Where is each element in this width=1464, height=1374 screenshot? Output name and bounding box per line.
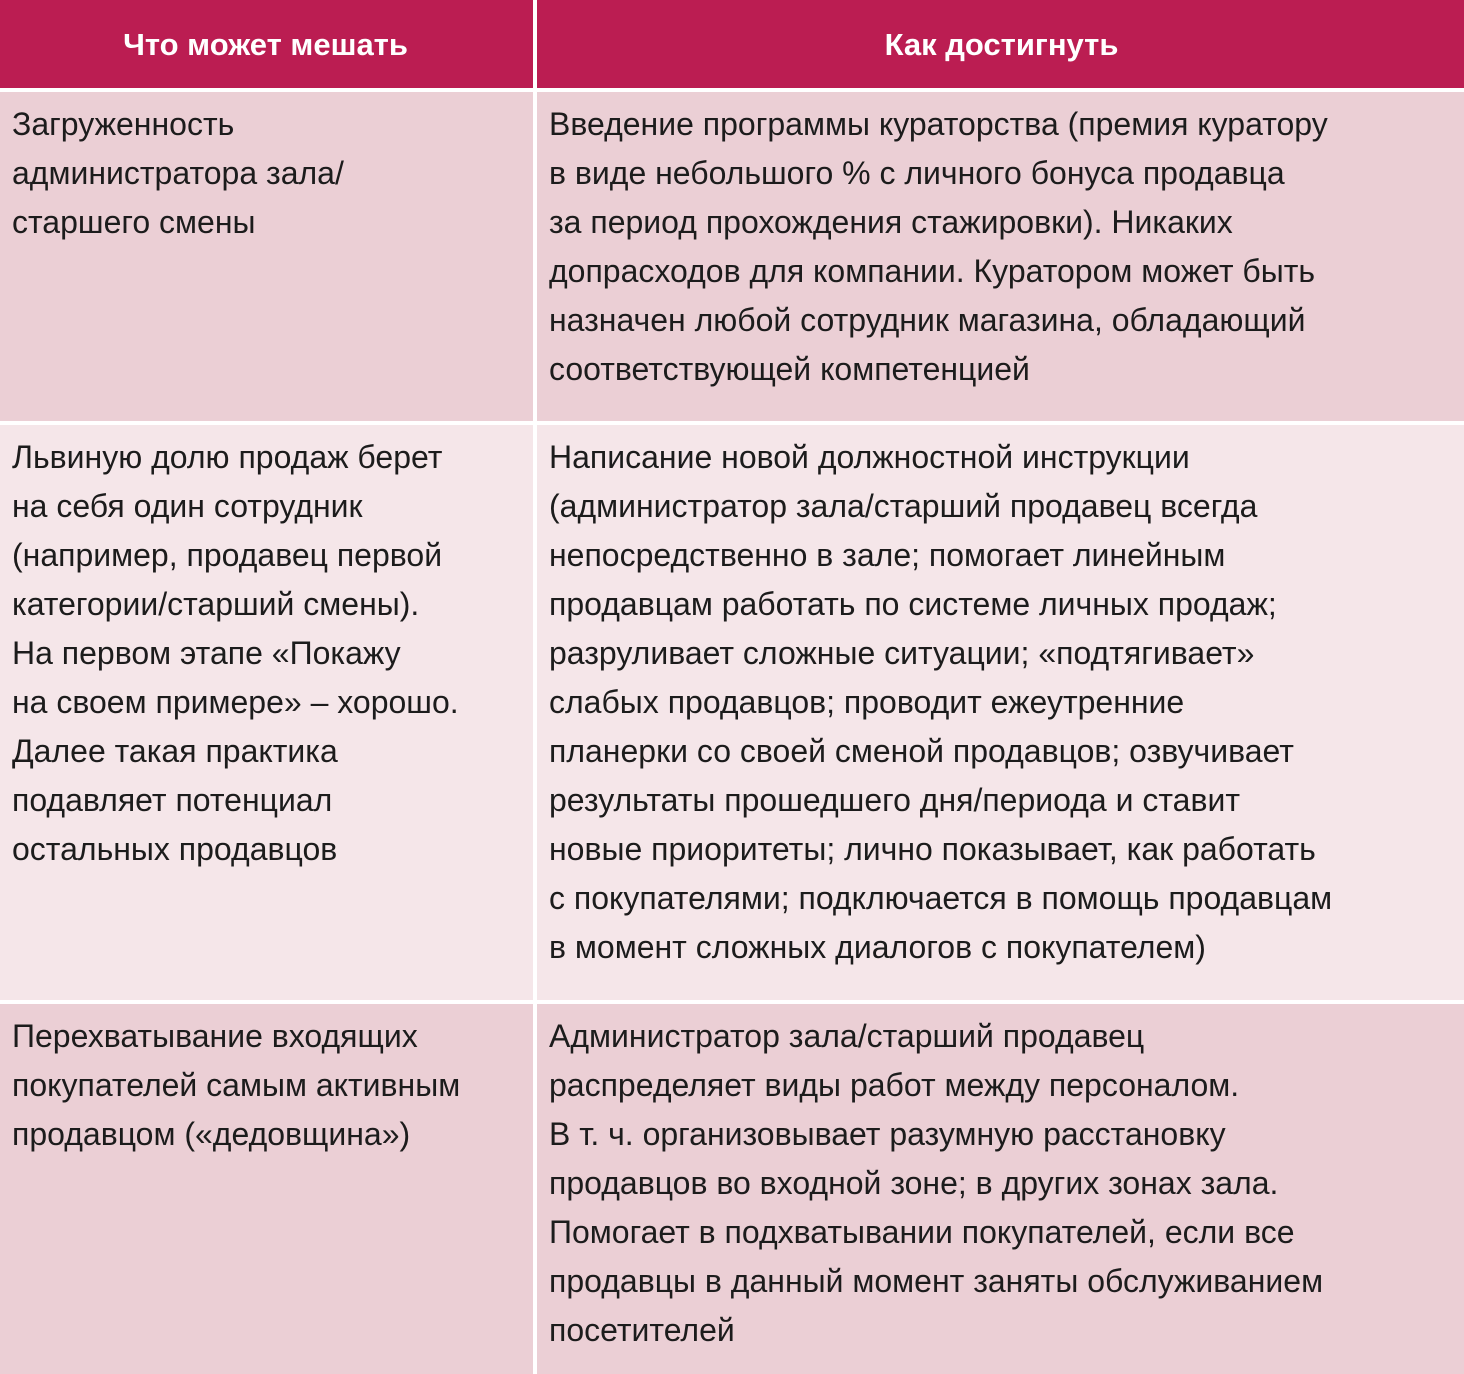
header-solution: Как достигнуть — [537, 0, 1464, 88]
row-1-problem: Загруженность администратора зала/ старшего смены — [0, 92, 533, 421]
row-2-problem: Львиную долю продаж берет на себя один сотрудник (например, продавец первой категории/старший смены). На первом этапе «Покажу на своем примере» – хорошо. Далее такая практика подавляет потенциал остальных продавцов — [0, 425, 533, 1000]
header-problem: Что может мешать — [0, 0, 533, 88]
row-3-problem: Перехватывание входящих покупателей самым активным продавцом («дедовщина») — [0, 1004, 533, 1374]
row-3-solution: Администратор зала/старший продавец распределяет виды работ между персоналом. В т. ч. организовывает разумную расстановку продавцов во входной зоне; в других зонах зала. Помогает в подхватывании покупателей, если все продавцы в данный момент заняты обслуживанием посетителей — [537, 1004, 1464, 1374]
row-1-solution: Введение программы кураторства (премия куратору в виде небольшого % с личного бонуса продавца за период прохождения стажировки). Никаких допрасходов для компании. Куратором может быть назначен любой сотрудник магазина, обладающий соответствующей компетенцией — [537, 92, 1464, 421]
row-2-solution: Написание новой должностной инструкции (администратор зала/старший продавец всегда непосредственно в зале; помогает линейным продавцам работать по системе личных продаж; разруливает сложные ситуации; «подтягивает» слабых продавцов; проводит ежеутренние планерки со своей сменой продавцов; озвучивает результаты прошедшего дня/периода и ставит новые приоритеты; лично показывает, как работать с покупателями; подключается в помощь продавцам в момент сложных диалогов с покупателем) — [537, 425, 1464, 1000]
